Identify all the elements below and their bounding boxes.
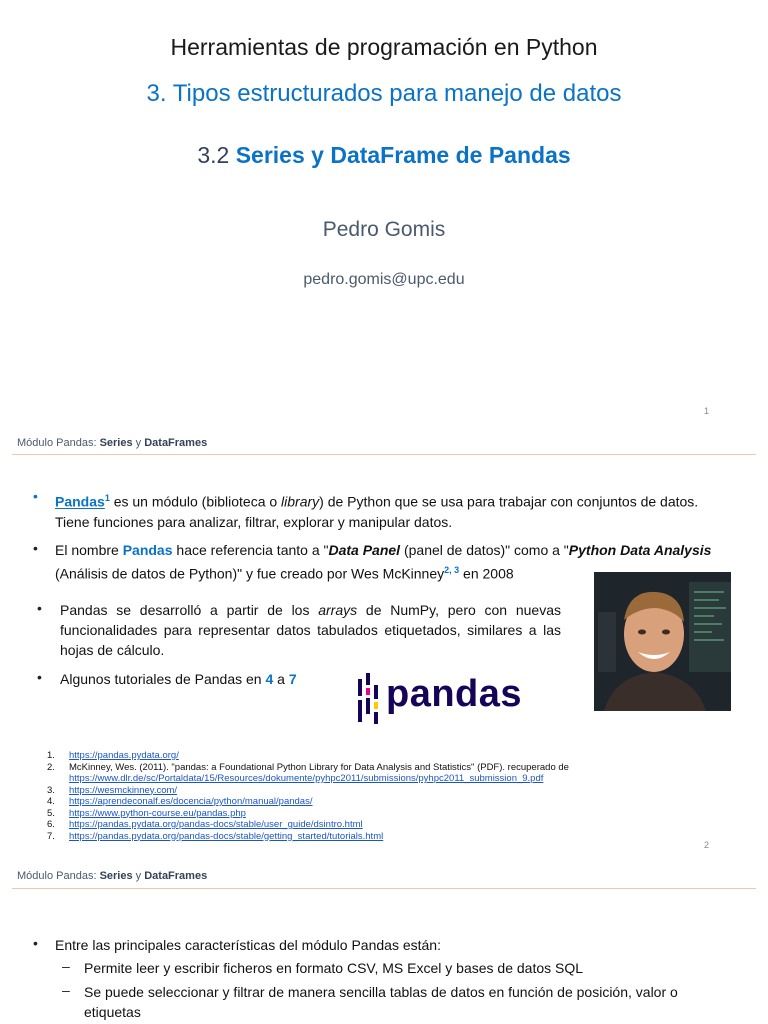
reference-item (47, 750, 569, 762)
slide-subtitle: 3. Tipos estructurados para manejo de datos (146, 80, 622, 107)
text: de NumPy, pero con nuevas (357, 602, 562, 618)
reference-item (47, 808, 569, 820)
text: en 2008 (459, 565, 514, 582)
slide-title: Herramientas de programación en Python (170, 34, 598, 60)
module-header (17, 870, 207, 882)
bullet-dot: • (33, 540, 38, 556)
author-email: pedro.gomis@upc.edu (303, 271, 465, 288)
ref-text: McKinney, Wes. (2011). "pandas: a Foundational Python Library for Data Analysis and Statistics" (PDF). recuperado de (69, 761, 569, 773)
bullet-numpy (60, 600, 561, 660)
author-name: Pedro Gomis (322, 218, 446, 241)
text: (panel de datos)" como a " (400, 542, 569, 558)
ref-num: 5. (47, 807, 55, 819)
ref-7: 7 (288, 671, 297, 687)
reference-item (47, 796, 569, 808)
ref-num: 4. (47, 796, 55, 807)
bullet-tutorials (60, 669, 297, 689)
text: Tiene funciones para analizar, filtrar, explorar y manipular datos. (55, 513, 453, 530)
pandas-link[interactable]: Pandas (55, 493, 105, 510)
text: es un módulo (biblioteca o (109, 493, 282, 510)
module-prefix: Módulo Pandas: (17, 437, 100, 449)
reference-link[interactable]: https://www.dlr.de/sc/Portaldata/15/Resources/dokumente/pyhpc2011/submissions/pyhpc2011_submission_9.pdf (69, 773, 544, 784)
references (47, 750, 569, 842)
reference-link[interactable]: https://aprendeconalf.es/docencia/python/manual/pandas/ (69, 796, 313, 807)
text-italic: arrays (318, 602, 358, 618)
module-mid: y (132, 437, 145, 449)
module-dataframes: DataFrames (144, 870, 208, 882)
ref-num: 2. (47, 761, 55, 773)
pandas-logo-text: pandas (386, 673, 523, 715)
module-series: Series (99, 870, 133, 882)
module-mid: y (132, 870, 145, 882)
footnote-ref: 1 (104, 493, 110, 503)
text: Se puede seleccionar y filtrar de manera sencilla tablas de datos en función de posición, valor o (84, 984, 678, 1000)
python-data-analysis-term: Python Data Analysis (568, 542, 712, 558)
reference-link[interactable]: https://www.python-course.eu/pandas.php (69, 807, 246, 819)
module-header (17, 437, 207, 449)
module-prefix: Módulo Pandas: (17, 870, 100, 882)
text: las hojas de cálculo. (60, 622, 562, 658)
section-name: Series y DataFrame de Pandas (235, 142, 571, 168)
ref-num: 7. (47, 830, 55, 842)
text-italic: library (281, 493, 320, 510)
dash-marker: – (62, 958, 70, 974)
section-heading (0, 142, 768, 169)
reference-link[interactable]: https://pandas.pydata.org/pandas-docs/stable/user_guide/dsintro.html (69, 819, 363, 830)
module-series: Series (99, 437, 133, 449)
pandas-logo (356, 671, 546, 725)
data-panel-term: Data Panel (328, 542, 401, 558)
dash-marker: – (62, 982, 70, 998)
text: Pandas se desarrolló a partir de los (60, 602, 319, 618)
text: hace referencia tanto a " (172, 542, 329, 558)
ref-4: 4 (265, 671, 274, 687)
page-number: 1 (704, 406, 710, 416)
bullet-dot: • (37, 669, 42, 685)
header-divider (12, 888, 756, 889)
reference-link[interactable]: https://pandas.pydata.org/pandas-docs/stable/getting_started/tutorials.html (69, 830, 384, 842)
footnote-ref: 2, 3 (444, 565, 460, 575)
feature-select (84, 982, 739, 1022)
reference-item (47, 762, 569, 774)
bullet-dot: • (33, 488, 38, 504)
reference-link[interactable]: https://wesmckinney.com/ (69, 784, 178, 796)
reference-item (47, 831, 569, 843)
bullet-dot: • (37, 600, 42, 616)
text: ) de Python que se usa para trabajar con conjuntos de datos. (319, 493, 699, 510)
wes-mckinney-photo (594, 572, 731, 711)
page-number: 2 (704, 840, 710, 850)
text: El nombre (55, 542, 123, 558)
bullet-dot: • (33, 935, 38, 951)
ref-num: 3. (47, 784, 55, 796)
pandas-word: Pandas (122, 542, 173, 558)
bullet-pandas-intro (55, 488, 745, 532)
module-dataframes: DataFrames (144, 437, 208, 449)
reference-item (47, 819, 569, 831)
ref-num: 1. (47, 750, 55, 761)
text: a (273, 671, 289, 687)
header-divider (12, 454, 756, 455)
bullet-features: Entre las principales características del módulo Pandas están: (55, 937, 441, 953)
text: (Análisis de datos de Python)" y fue creado por Wes McKinney (55, 565, 445, 582)
section-number: 3.2 (197, 142, 236, 168)
ref-num: 6. (47, 819, 55, 830)
text: Algunos tutoriales de Pandas en (60, 671, 266, 687)
text: funcionalidades para representar datos tabulados etiquetados, similares a (60, 622, 537, 638)
text: etiquetas (84, 1004, 141, 1020)
feature-csv: Permite leer y escribir ficheros en formato CSV, MS Excel y bases de datos SQL (84, 960, 584, 976)
reference-item-cont (47, 773, 569, 785)
reference-item (47, 785, 569, 797)
reference-link[interactable]: https://pandas.pydata.org/ (69, 750, 179, 761)
